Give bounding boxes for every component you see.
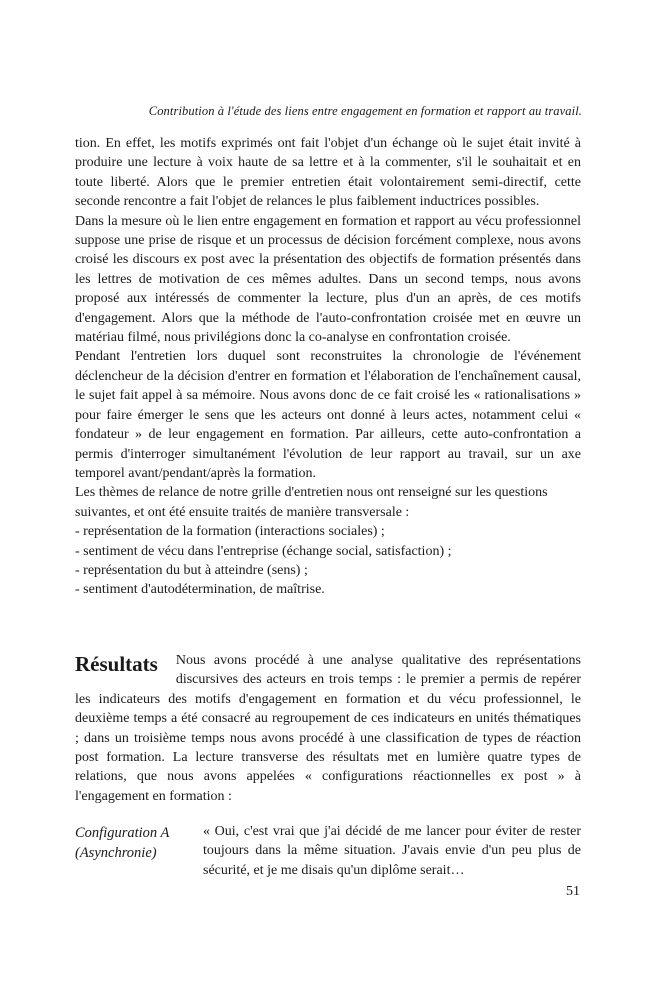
configuration-subtitle: (Asynchronie) (75, 845, 157, 861)
configuration-title: Configuration A (75, 825, 170, 841)
configuration-quote: « Oui, c'est vrai que j'ai décidé de me lancer pour éviter de rester toujours dans la même situation. J'avais envie d'un peu plus de sécurité, et je me disais qu'un diplôme serait… (203, 824, 581, 878)
list-item: - représentation du but à atteindre (sens) ; (75, 562, 308, 578)
paragraph: tion. En effet, les motifs exprimés ont fait l'objet d'un échange où le sujet était invité à produire une lecture à voix haute de sa lettre et à la commenter, s'il le souhaitait et en toute liberté. Alors que le premier entretien était volontairement semi-directif, cette seconde rencontre a fait l'objet de relances le plus faiblement inductrices possibles. (75, 136, 581, 210)
paragraph: Les thèmes de relance de notre grille d'entretien nous ont renseigné sur les questions suivantes, et ont été ensuite traités de manière transversale : (75, 485, 548, 520)
list-item: - sentiment de vécu dans l'entreprise (échange social, satisfaction) ; (75, 543, 452, 559)
results-paragraph: Nous avons procédé à une analyse qualitative des représentations discursives des acteurs en trois temps : le premier a permis de repérer les indicateurs des motifs d'engagement en formation et du vécu professionnel, le deuxième temps a été consacré au regroupement de ces indicateurs en unités thématiques ; dans un troisième temps nous avons procédé à une classification de types de réaction post formation. La lecture transverse des résultats met en lumière quatre types de relations, que nous avons appelées « configurations réactionnelles ex post » à l'engagement en formation : (75, 653, 581, 804)
results-section (75, 651, 581, 806)
theme-list (75, 522, 581, 600)
paragraph: Pendant l'entretien lors duquel sont reconstruites la chronologie de l'événement déclencheur de la décision d'entrer en formation et l'élaboration de l'enchaînement causal, le sujet fait appel à sa mémoire. Nous avons donc de ce fait croisé les « rationalisations » pour faire émerger le sens que les acteurs ont donné à leurs actes, notamment celui « fondateur » de leur engagement en formation. Par ailleurs, cette auto-confrontation a permis d'interroger simultanément l'évolution de leur rapport au travail, sur un axe temporel avant/pendant/après la formation. (75, 349, 581, 481)
list-item: - sentiment d'autodétermination, de maîtrise. (75, 582, 325, 598)
list-item: - représentation de la formation (interactions sociales) ; (75, 524, 385, 540)
configuration-label (75, 823, 195, 863)
body-text (75, 134, 581, 600)
page-number: 51 (566, 884, 580, 899)
section-heading: Résultats (75, 652, 158, 676)
running-header: Contribution à l'étude des liens entre engagement en formation et rapport au travail. (148, 104, 582, 118)
paragraph: Dans la mesure où le lien entre engagement en formation et rapport au vécu professionnel suppose une prise de risque et un processus de décision forcément complexe, nous avons croisé les discours ex post avec la présentation des objectifs de formation présentés dans les lettres de motivation de ces mêmes adultes. Dans un second temps, nous avons proposé aux intéressés de commenter la lecture, plus d'un an après, de ces motifs d'engagement. Alors que la méthode de l'auto-confrontation croisée met en œuvre un matériau filmé, nous privilégions donc la co-analyse en confrontation croisée. (75, 213, 581, 346)
